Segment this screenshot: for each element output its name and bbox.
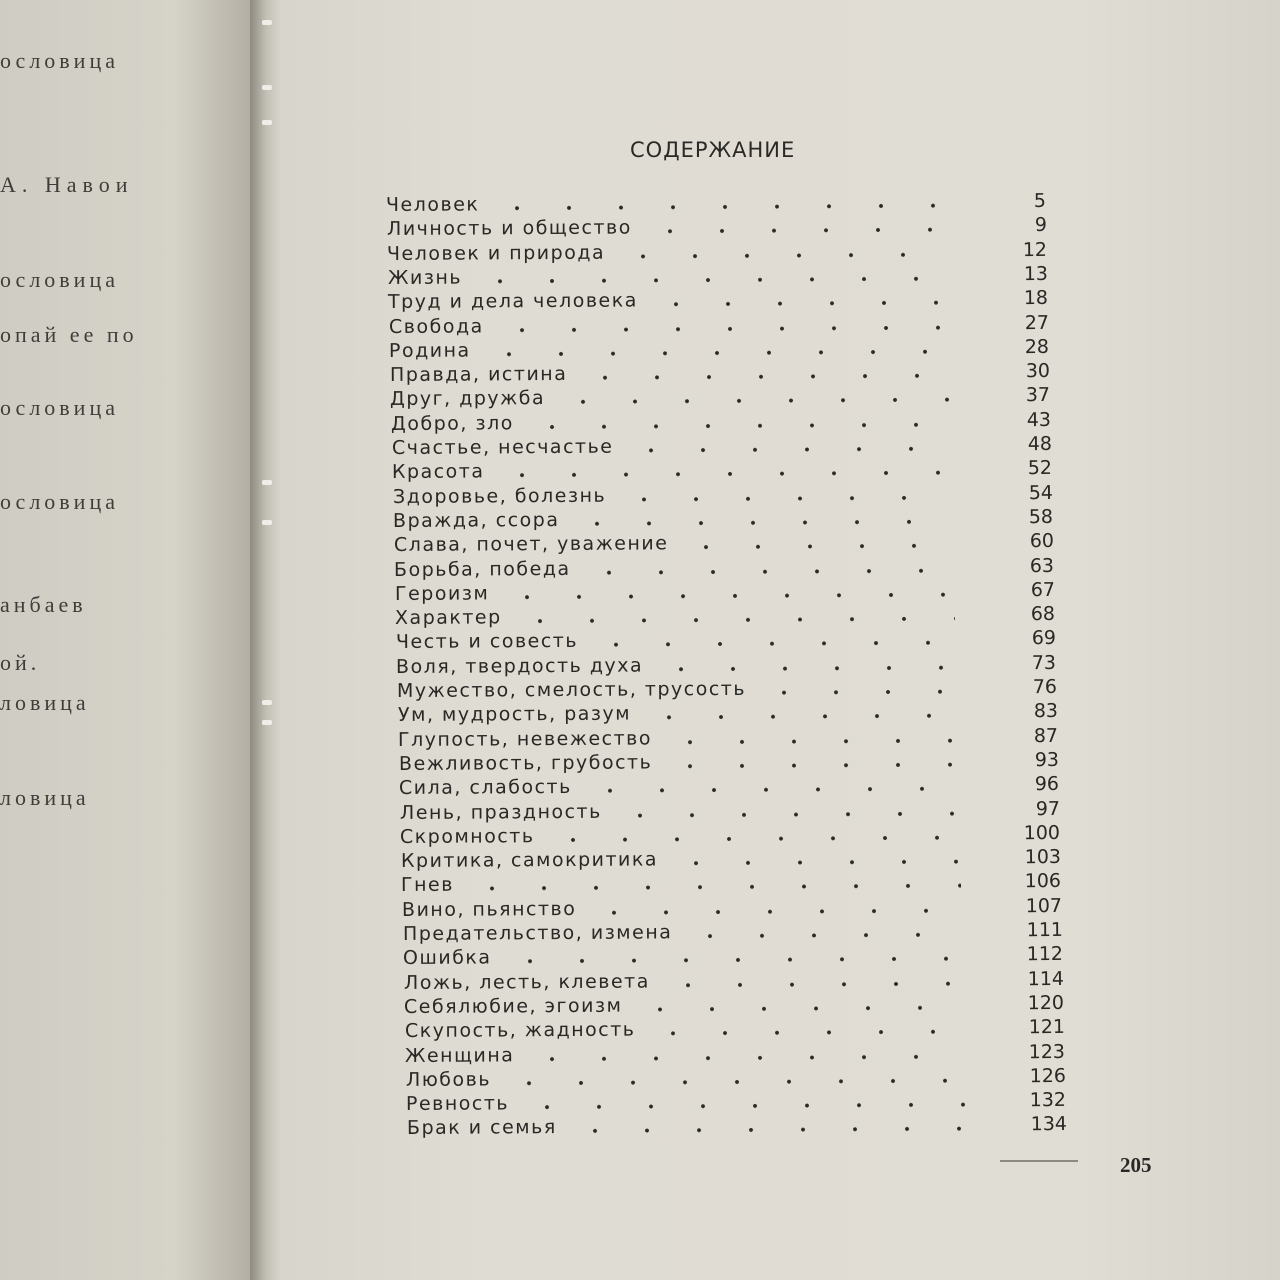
toc-entry-page: 13 [1023, 262, 1048, 286]
toc-leader-dots [496, 325, 949, 332]
toc-leader-dots [644, 228, 947, 234]
left-page-line: опай ее по [0, 322, 138, 347]
toc-leader-dots [590, 641, 956, 647]
toc-leader-dots [618, 495, 953, 501]
toc-entry [388, 287, 1048, 315]
toc-entry-title: Честь и совесть [395, 630, 578, 654]
toc-leader-dots [503, 1078, 966, 1085]
toc-leader-dots [547, 835, 960, 842]
toc-leader-dots [474, 276, 948, 283]
toc-entry-title: Характер [395, 606, 503, 630]
toc-entry-title: Ложь, лесть, клевета [403, 970, 650, 994]
left-page-line: А. Навои [0, 172, 134, 197]
toc-entry-page: 54 [1028, 481, 1053, 504]
toc-entry-page: 126 [1029, 1064, 1066, 1087]
toc-leader-dots [647, 1030, 965, 1036]
toc-leader-dots [521, 1103, 966, 1110]
toc-entry [393, 482, 1053, 510]
toc-entry [396, 652, 1056, 680]
toc-entry-page: 121 [1028, 1016, 1065, 1039]
toc-entry-page: 60 [1029, 530, 1054, 553]
toc-entry-title: Жизнь [387, 266, 462, 289]
toc-leader-dots [483, 349, 949, 356]
toc-entry-title: Предательство, измена [402, 921, 672, 945]
toc-leader-dots [583, 568, 954, 574]
toc-entry-title: Родина [389, 339, 471, 362]
toc-entry-title: Брак и семья [406, 1116, 557, 1140]
toc-leader-dots [684, 933, 963, 939]
toc-entry [396, 627, 1056, 655]
toc-leader-dots [584, 787, 959, 793]
toc-leader-dots [569, 1127, 967, 1133]
toc-entry [405, 1040, 1065, 1068]
toc-entry [398, 725, 1058, 753]
toc-leader-dots [655, 665, 956, 671]
toc-leader-dots [466, 884, 961, 891]
toc-entry-page: 134 [1030, 1113, 1067, 1136]
toc-entry-title: Вино, пьянство [401, 897, 577, 921]
toc-leader-dots [664, 738, 958, 744]
toc-entry-title: Человек и природа [387, 241, 606, 265]
toc-leader-dots [617, 252, 947, 258]
toc-entry [397, 700, 1057, 728]
toc-entry-title: Слава, почет, уважение [393, 532, 669, 557]
toc-entry-title: Красота [391, 460, 485, 484]
toc-entry-page: 76 [1032, 675, 1058, 699]
toc-entry-page: 123 [1028, 1040, 1066, 1063]
left-page-line: ловица [0, 785, 90, 810]
toc-entry-title: Свобода [388, 314, 484, 338]
toc-entry-page: 30 [1025, 360, 1050, 383]
right-page [280, 0, 1280, 1280]
toc-entry-title: Вежливость, грубость [398, 751, 652, 775]
toc-entry-page: 103 [1024, 846, 1061, 869]
toc-entry-page: 9 [1034, 214, 1047, 237]
toc-leader-dots [588, 908, 962, 914]
toc-entry-page: 93 [1034, 748, 1059, 772]
toc-entry [394, 554, 1054, 582]
toc-leader-dots [625, 447, 952, 453]
toc-entry-page: 68 [1031, 603, 1056, 626]
toc-entry-page: 69 [1031, 627, 1056, 650]
toc-entry-page: 107 [1025, 894, 1062, 917]
left-page-line: ословица [0, 395, 119, 420]
toc-entry-title: Скупость, жадность [404, 1018, 636, 1043]
toc-entry-page: 120 [1027, 991, 1065, 1015]
toc-entry [399, 773, 1059, 801]
toc-leader-dots [643, 714, 958, 720]
toc-entry-page: 96 [1034, 773, 1060, 796]
toc-entry-title: Друг, дружба [390, 387, 546, 411]
toc-entry [401, 870, 1061, 898]
toc-entry-title: Воля, твердость духа [396, 654, 644, 678]
toc-leader-dots [571, 519, 953, 525]
toc-title: СОДЕРЖАНИЕ [630, 138, 796, 162]
toc-leader-dots [662, 981, 964, 987]
toc-entry-title: Мужество, смелость, трусость [396, 677, 747, 702]
toc-entry [389, 311, 1049, 339]
toc-entry [407, 1113, 1067, 1141]
binding-stitch [262, 20, 272, 25]
toc-leader-dots [680, 544, 954, 550]
toc-entry-page: 132 [1029, 1089, 1067, 1112]
toc-entry-title: Труд и дела человека [388, 289, 639, 314]
toc-entry-page: 106 [1025, 870, 1062, 893]
toc-leader-dots [526, 422, 951, 429]
binding-stitch [262, 85, 272, 90]
toc-entry [405, 1016, 1065, 1044]
toc-leader-dots [670, 860, 961, 866]
toc-entry-title: Ревность [406, 1092, 510, 1116]
toc-leader-dots [664, 762, 959, 768]
toc-entry-title: Ум, мудрость, разум [397, 702, 631, 727]
toc-entry-title: Вражда, ссора [393, 508, 560, 532]
toc-leader-dots [491, 204, 946, 211]
toc-entry-title: Борьба, победа [394, 557, 571, 581]
toc-leader-dots [501, 592, 955, 599]
toc-entry-page: 100 [1023, 821, 1061, 844]
toc-entry [402, 895, 1062, 923]
toc-leader-dots [634, 1005, 964, 1011]
left-page-line: ой. [0, 650, 41, 675]
toc-leader-dots [526, 1054, 965, 1061]
toc-entry [386, 214, 1046, 242]
toc-entry-page: 43 [1026, 408, 1051, 431]
toc-entry [403, 943, 1063, 971]
toc-entry-page: 67 [1030, 578, 1055, 601]
toc-entry-page: 87 [1033, 724, 1059, 747]
toc-entry [394, 530, 1054, 558]
toc-entry-page: 27 [1024, 311, 1049, 334]
toc-entry-page: 37 [1026, 384, 1051, 407]
left-page-line: ословица [0, 489, 119, 514]
toc-entry-title: Героизм [394, 582, 490, 605]
left-page-line: ословица [0, 267, 119, 292]
toc-entry [404, 968, 1064, 996]
toc-leader-dots [557, 398, 950, 404]
left-page [0, 0, 250, 1280]
toc-leader-dots [496, 471, 952, 478]
toc-entry-page: 52 [1027, 457, 1053, 480]
toc-entry-title: Личность и общество [386, 216, 632, 241]
binding-stitch [262, 720, 272, 725]
toc-entry-title: Правда, истина [389, 363, 568, 387]
toc-entry-title: Женщина [405, 1043, 515, 1067]
toc-entry-title: Сила, слабость [399, 776, 573, 800]
toc-leader-dots [614, 811, 960, 817]
toc-entry-title: Человек [385, 193, 480, 216]
toc-leader-dots [514, 617, 955, 624]
toc-entry-title: Гнев [401, 874, 455, 897]
toc-leader-dots [504, 957, 963, 964]
left-page-line: анбаев [0, 592, 87, 617]
binding-stitch [262, 480, 272, 485]
left-page-line: ловица [0, 690, 90, 715]
binding-stitch [262, 700, 272, 705]
toc-entry-title: Здоровье, болезнь [392, 484, 606, 508]
folio-rule [1000, 1160, 1078, 1162]
toc-entry-title: Скромность [400, 824, 535, 848]
binding-stitch [262, 120, 272, 125]
toc-entry-page: 114 [1027, 967, 1064, 990]
toc-entry-page: 12 [1022, 238, 1048, 261]
toc-entry-title: Лень, праздность [399, 800, 602, 824]
toc-entry-page: 28 [1025, 335, 1050, 358]
left-page-line: ословица [0, 48, 119, 73]
toc-entry-title: Любовь [405, 1068, 491, 1091]
toc-entry [391, 409, 1051, 437]
toc-leader-dots [650, 301, 948, 307]
toc-entry-page: 48 [1027, 432, 1052, 456]
toc-entry-title: Критика, самокритика [400, 848, 658, 873]
toc-leader-dots [579, 374, 950, 380]
toc-entry-page: 58 [1028, 505, 1054, 529]
toc-entry-title: Себялюбие, эгоизм [404, 994, 623, 1018]
toc-entry-page: 18 [1023, 287, 1049, 310]
toc-entry [400, 797, 1060, 825]
toc-entry-title: Глупость, невежество [398, 727, 653, 751]
book-gutter [250, 0, 280, 1280]
toc-leader-dots [758, 690, 957, 695]
toc-entry-page: 97 [1035, 797, 1060, 820]
toc-entry-page: 111 [1026, 918, 1063, 942]
page-number: 205 [1120, 1153, 1152, 1177]
toc-entry-page: 63 [1029, 554, 1055, 577]
toc-entry-title: Добро, зло [390, 411, 514, 435]
toc-entry-page: 5 [1033, 189, 1047, 213]
toc-entry-title: Ошибка [402, 946, 492, 970]
toc-entry-page: 83 [1033, 700, 1058, 723]
toc-entry [387, 239, 1047, 267]
toc-entry-title: Счастье, несчастье [391, 435, 614, 459]
toc-entry [390, 384, 1050, 412]
toc-entry-page: 73 [1032, 651, 1057, 674]
binding-stitch [262, 520, 272, 525]
toc-entry [392, 457, 1052, 485]
toc-entry-page: 112 [1026, 943, 1064, 966]
